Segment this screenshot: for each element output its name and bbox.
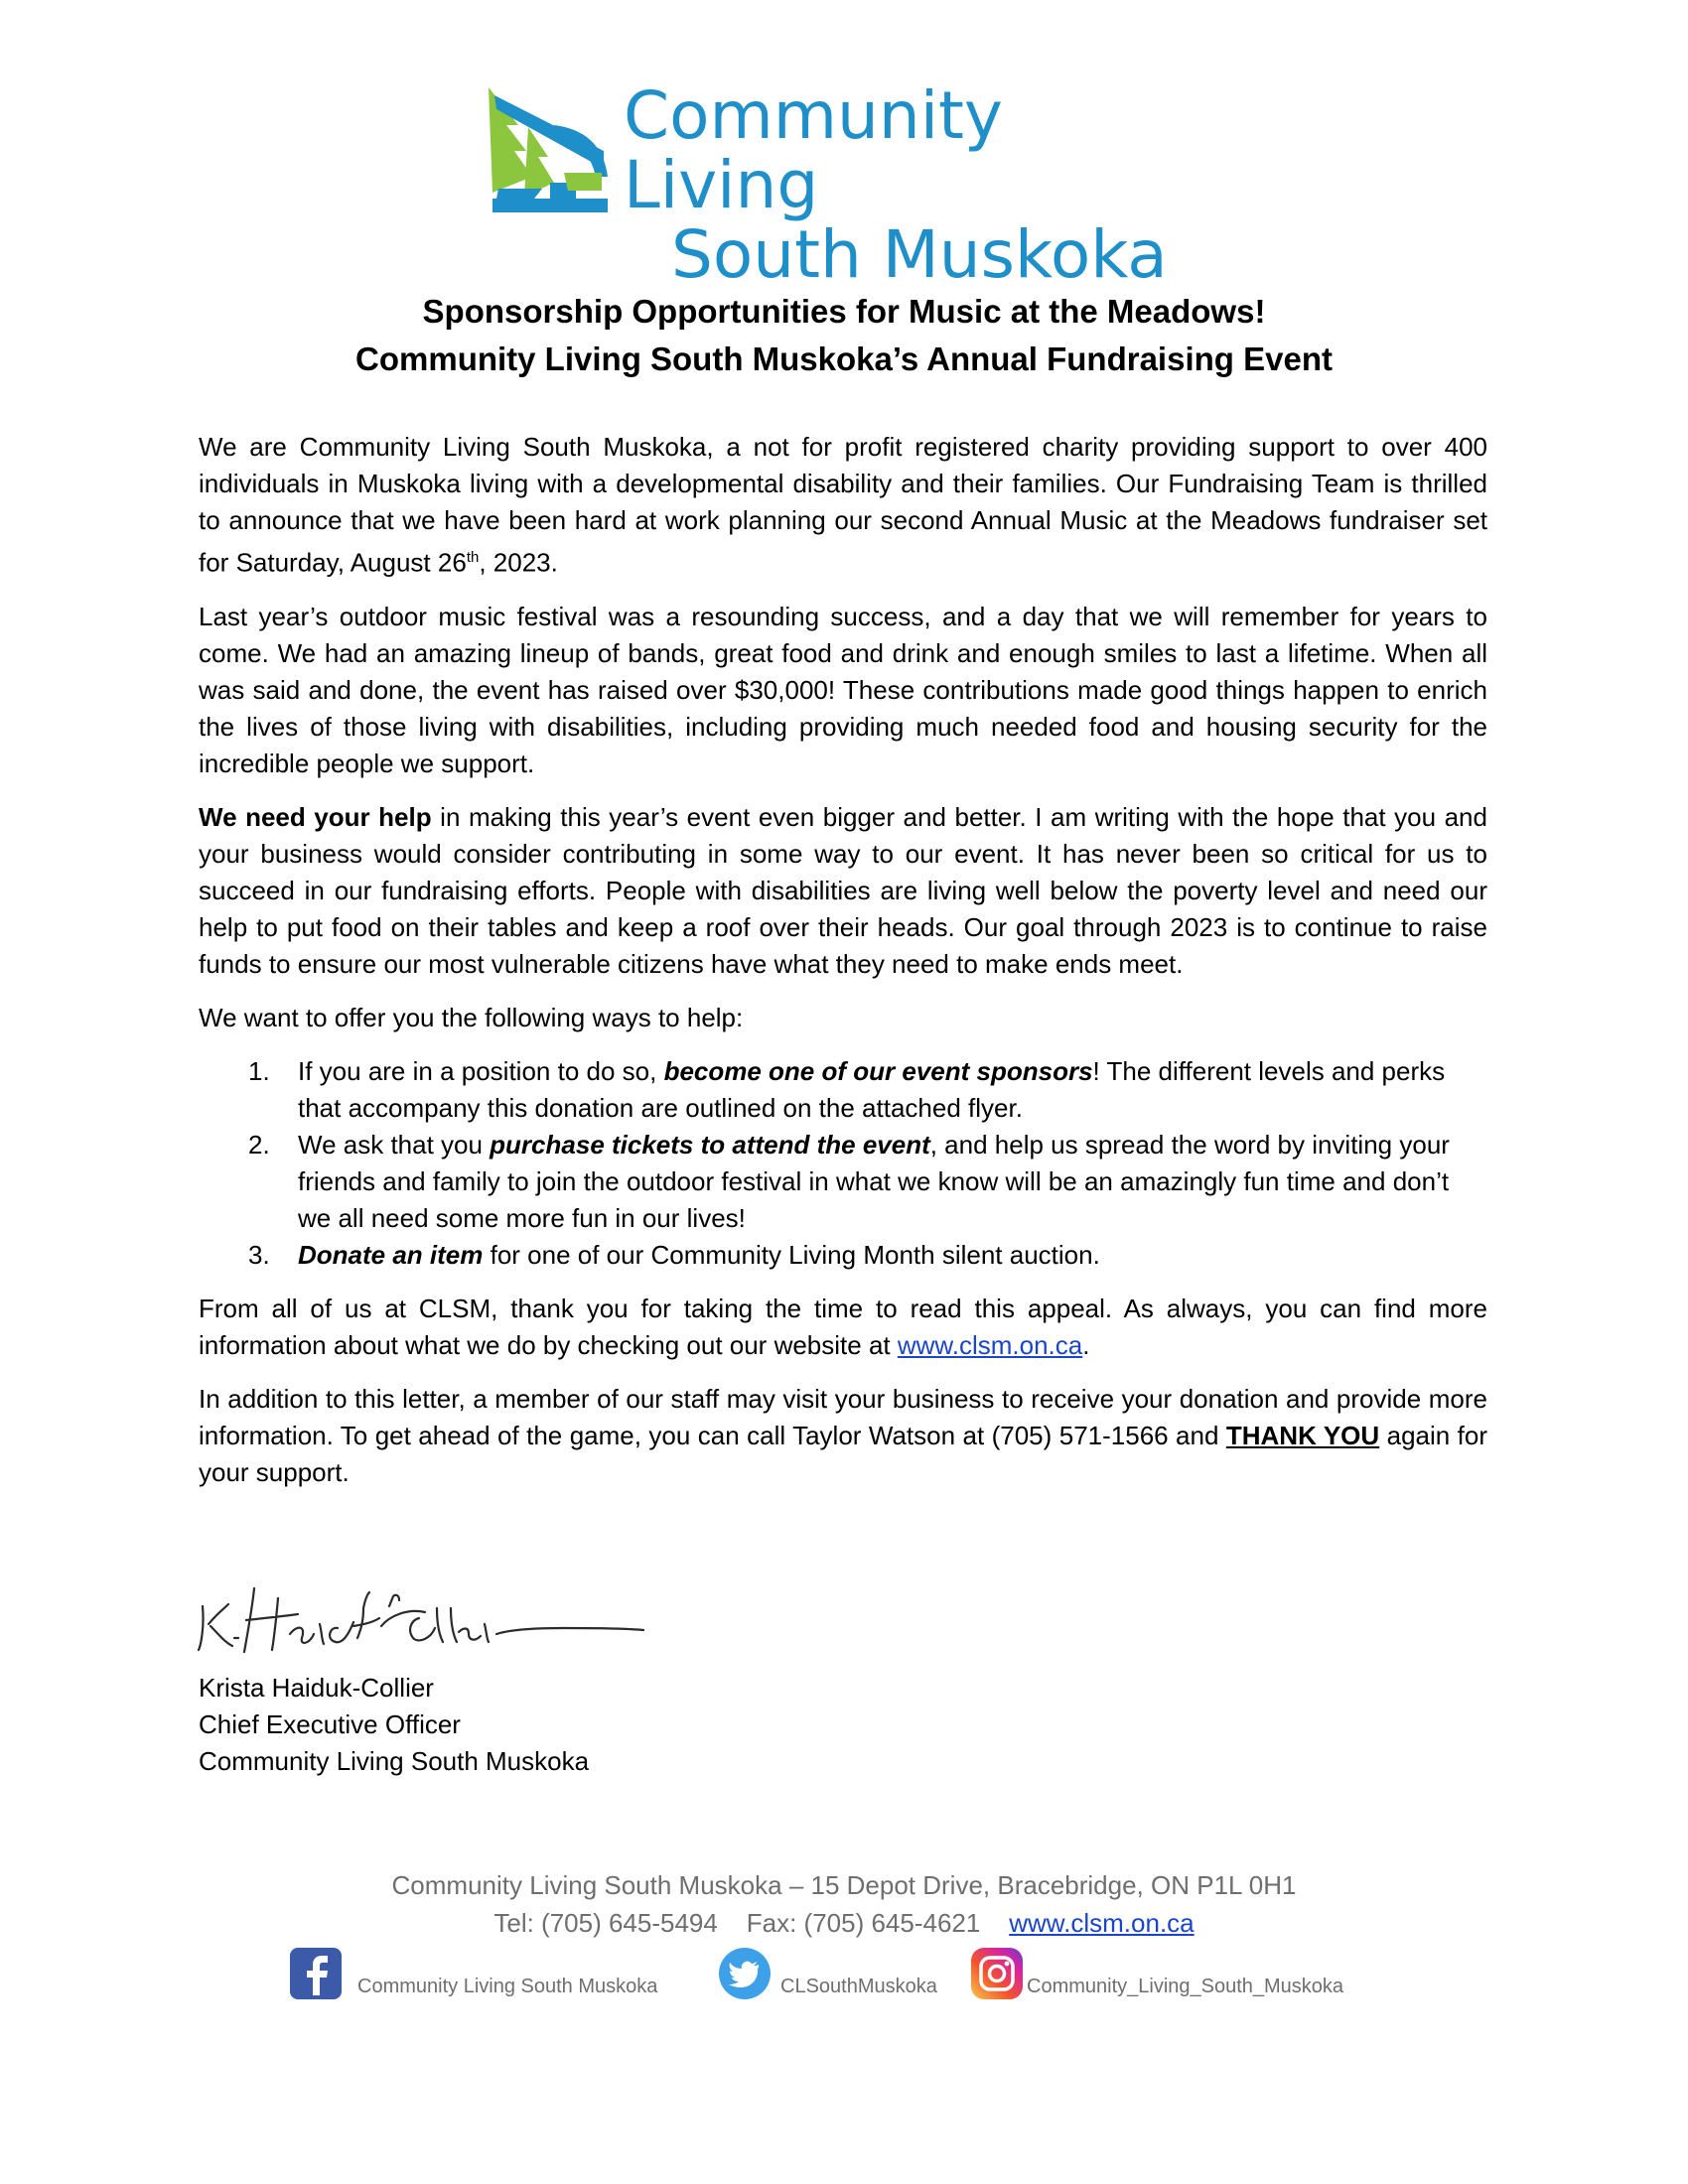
logo-line-2: South Muskoka xyxy=(671,216,1168,293)
logo-line-1: Community Living xyxy=(624,77,1003,223)
letter-body xyxy=(199,429,1487,1508)
list-emphasis: purchase tickets to attend the event xyxy=(490,1129,930,1160)
list-text: for one of our Community Living Month silent auction. xyxy=(483,1239,1100,1270)
intro-text: We are Community Living South Muskoka, a not for profit registered charity providing support to over 400 individuals in Muskoka living with a developmental disability and their families. Our Fundraising Team is thrilled to announce that we have been hard at work planning our second Annual Music at the Meadows fundraiser set for Saturday, August 26 xyxy=(199,432,1487,578)
paragraph-need-help xyxy=(199,799,1487,983)
facebook-icon[interactable] xyxy=(288,1946,344,2001)
footer-tel: Tel: (705) 645-5494 xyxy=(493,1908,718,1938)
list-item xyxy=(199,1127,1487,1237)
paragraph-contact xyxy=(199,1381,1487,1491)
footer-fax: Fax: (705) 645-4621 xyxy=(746,1908,981,1938)
ways-to-help-list xyxy=(199,1053,1487,1274)
thanks-text-end: . xyxy=(1082,1329,1090,1360)
signer-name: Krista Haiduk-Collier xyxy=(199,1673,434,1703)
signer-block xyxy=(199,1670,589,1780)
footer-contact-line xyxy=(0,1904,1688,1942)
list-text: If you are in a position to do so, xyxy=(298,1055,664,1086)
list-text: ! The different levels and perks that accompany this donation are outlined on the attached flyer. xyxy=(298,1055,1446,1123)
paragraph-last-year: Last year’s outdoor music festival was a resounding success, and a day that we will remember for years to come. We had an amazing lineup of bands, great food and drink and enough smiles to last a lifetime. When all was said and done, the event has raised over $30,000! These contributions made good things happen to enrich the lives of those living with disabilities, including providing much needed food and housing security for the incredible people we support. xyxy=(199,601,1487,778)
instagram-icon[interactable] xyxy=(969,1946,1025,2001)
list-emphasis: Donate an item xyxy=(298,1239,484,1270)
footer-address: Community Living South Muskoka – 15 Depot Drive, Bracebridge, ON P1L 0H1 xyxy=(391,1870,1297,1900)
list-number: 3. xyxy=(248,1239,270,1270)
letterhead-footer xyxy=(0,1866,1688,1942)
twitter-icon[interactable] xyxy=(717,1946,773,2001)
list-item xyxy=(199,1237,1487,1274)
organization-logo xyxy=(485,77,1199,293)
list-item xyxy=(199,1053,1487,1127)
date-suffix: th xyxy=(466,549,480,566)
logo-wordmark xyxy=(624,77,1199,293)
list-text: We ask that you xyxy=(298,1129,491,1160)
signer-organization: Community Living South Muskoka xyxy=(199,1746,590,1776)
logo-mark-icon xyxy=(485,81,614,216)
contact-text: In addition to this letter, a member of our staff may visit your business to receive your donation and provide more information. To get ahead of the game, you can call Taylor Watson at (705) 571-1566 and xyxy=(199,1383,1487,1450)
list-number: 2. xyxy=(248,1129,270,1160)
paragraph-ways-to-help: We want to offer you the following ways to help: xyxy=(199,1002,744,1032)
twitter-handle[interactable]: CLSouthMuskoka xyxy=(780,1976,937,1997)
letter-title xyxy=(199,288,1489,383)
facebook-handle[interactable]: Community Living South Muskoka xyxy=(357,1976,658,1997)
contact-text-end: again for your support. xyxy=(199,1420,1487,1487)
list-emphasis: become one of our event sponsors xyxy=(663,1055,1093,1086)
paragraph-thanks xyxy=(199,1291,1487,1364)
thank-you-emphasis: THANK YOU xyxy=(1225,1420,1380,1450)
social-links xyxy=(288,1946,1400,2005)
title-line-1: Sponsorship Opportunities for Music at the Meadows! xyxy=(422,293,1266,330)
intro-text-end: , 2023. xyxy=(479,547,558,578)
list-text: , and help us spread the word by inviting your friends and family to join the outdoor festival in what we know will be an amazingly fun time and don’t we all need some more fun in our lives! xyxy=(298,1129,1450,1233)
need-help-text: in making this year’s event even bigger and better. I am writing with the hope that you and your business would consider contributing in some way to our event. It has never been so critical for us to succeed in our fundraising efforts. People with disabilities are living well below the poverty level and need our help to put food on their tables and keep a roof over their heads. Our goal through 2023 is to continue to raise funds to ensure our most vulnerable citizens have what they need to make ends meet. xyxy=(199,801,1487,979)
handwritten-signature xyxy=(195,1569,651,1658)
signer-role: Chief Executive Officer xyxy=(199,1709,461,1739)
instagram-handle[interactable]: Community_Living_South_Muskoka xyxy=(1027,1976,1344,1997)
need-help-emphasis: We need your help xyxy=(199,801,432,832)
footer-website-link[interactable]: www.clsm.on.ca xyxy=(1009,1908,1195,1938)
paragraph-intro xyxy=(199,429,1487,582)
website-link[interactable]: www.clsm.on.ca xyxy=(897,1329,1083,1360)
title-line-2: Community Living South Muskoka’s Annual Fundraising Event xyxy=(355,341,1333,377)
list-number: 1. xyxy=(248,1055,270,1086)
thanks-text: From all of us at CLSM, thank you for taking the time to read this appeal. As always, you can find more information about what we do by checking out our website at xyxy=(199,1293,1487,1360)
